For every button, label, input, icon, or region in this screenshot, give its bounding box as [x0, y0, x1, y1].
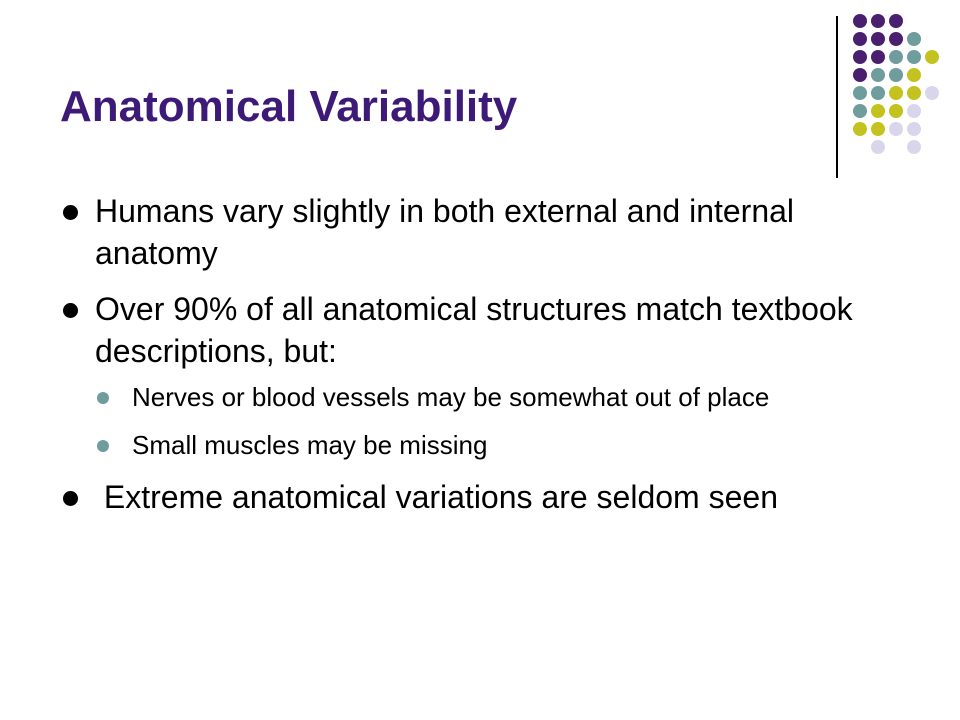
sub-bullet-dot-icon [97, 392, 109, 404]
bullet-text: Over 90% of all anatomical structures match textbook descriptions, but: [95, 291, 853, 369]
decorative-dot [925, 86, 939, 100]
decorative-dot [889, 68, 903, 82]
decorative-dot [907, 140, 921, 154]
bullet-dot-icon [63, 205, 78, 220]
bullet-item [58, 190, 878, 274]
sub-bullet-list [95, 380, 878, 462]
decorative-dot [907, 122, 921, 136]
sub-bullet-dot-icon [97, 440, 109, 452]
decorative-dot [907, 32, 921, 46]
decorative-dot [871, 104, 885, 118]
decorative-dot [853, 32, 867, 46]
decorative-dot [871, 86, 885, 100]
decorative-dot [853, 86, 867, 100]
decorative-dot [871, 140, 885, 154]
decorative-dot [871, 122, 885, 136]
decorative-dot [907, 86, 921, 100]
decorative-dot [853, 104, 867, 118]
bullet-dot-icon [63, 303, 78, 318]
decorative-dot [889, 122, 903, 136]
bullet-text: Humans vary slightly in both external and internal anatomy [95, 193, 795, 271]
decorative-dot [925, 50, 939, 64]
sub-bullet-item [95, 380, 878, 414]
slide-title: Anatomical Variability [60, 82, 518, 131]
bullet-item [58, 476, 878, 518]
bullet-list [58, 190, 878, 532]
decorative-dot [871, 68, 885, 82]
bullet-dot-icon [63, 491, 78, 506]
sub-bullet-item [95, 428, 878, 462]
decorative-dot [853, 68, 867, 82]
decorative-dot [907, 68, 921, 82]
decorative-dot [889, 32, 903, 46]
decorative-dot [907, 104, 921, 118]
decorative-dot [871, 50, 885, 64]
decorative-dot [853, 122, 867, 136]
bullet-text: Extreme anatomical variations are seldom seen [95, 479, 778, 515]
decorative-dot [871, 14, 885, 28]
decorative-dot [889, 14, 903, 28]
sub-bullet-text: Nerves or blood vessels may be somewhat out of place [132, 382, 770, 412]
decorative-dot [889, 50, 903, 64]
decorative-dot [853, 14, 867, 28]
decorative-dot [889, 86, 903, 100]
decorative-dot [907, 50, 921, 64]
decorative-dot [871, 32, 885, 46]
decorative-dot [889, 104, 903, 118]
decorative-dot [853, 50, 867, 64]
sub-bullet-text: Small muscles may be missing [132, 430, 488, 460]
bullet-item [58, 288, 878, 462]
